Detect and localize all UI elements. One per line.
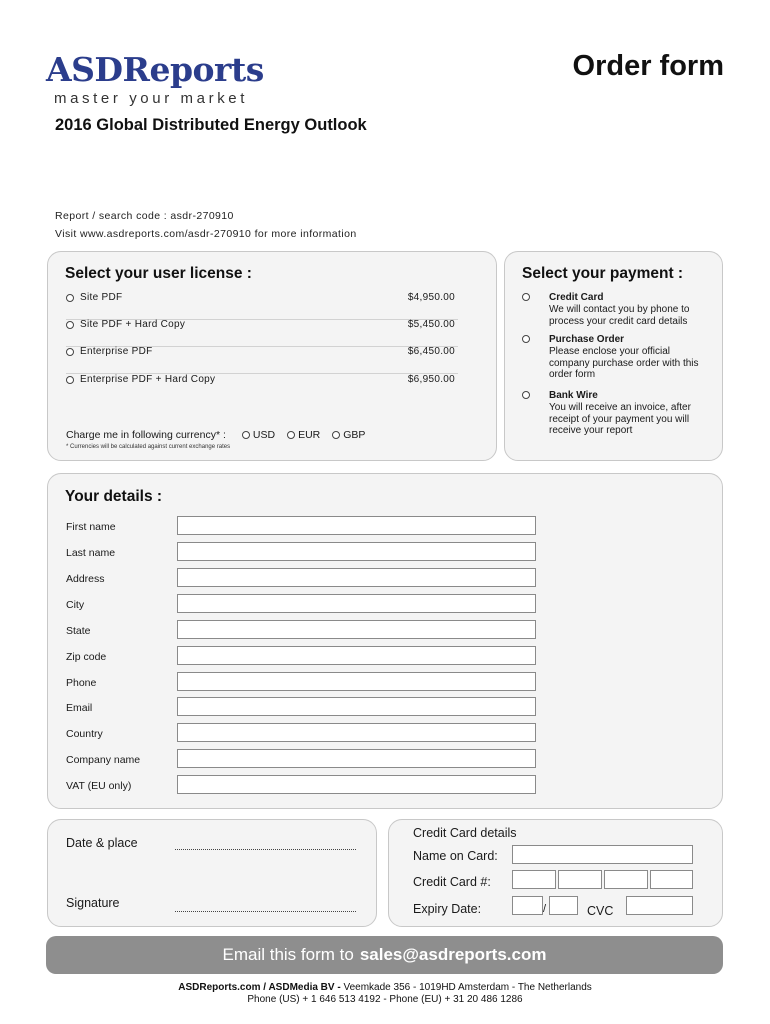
signature-field[interactable] [175, 911, 356, 912]
currency-note: * Currencies will be calculated against current exchange rates [66, 444, 231, 450]
payment-option-name: Bank Wire [549, 390, 598, 401]
page-title: Order form [572, 50, 724, 82]
license-title: Select your user license : [65, 265, 252, 282]
payment-option-desc: We will contact you by phone to process your credit card details [549, 304, 690, 327]
details-title: Your details : [65, 488, 163, 505]
payment-option-name: Credit Card [549, 292, 604, 303]
radio-icon[interactable] [522, 293, 530, 301]
city-label: City [66, 599, 85, 611]
logo-tagline: master your market [54, 90, 248, 107]
payment-option-bank-wire[interactable] [522, 390, 712, 440]
radio-icon[interactable] [66, 321, 74, 329]
expiry-year-field[interactable] [549, 896, 578, 915]
footer-address [0, 982, 770, 993]
radio-icon[interactable] [522, 391, 530, 399]
phone-field[interactable] [177, 672, 536, 691]
currency-usd-label: USD [252, 429, 276, 441]
card-number-group-1[interactable] [512, 870, 556, 889]
radio-icon[interactable] [66, 294, 74, 302]
currency-label: Charge me in following currency* : [66, 429, 226, 441]
date-place-field[interactable] [175, 849, 356, 850]
name-on-card-label: Name on Card: [413, 849, 498, 863]
license-option-label: Enterprise PDF [80, 346, 153, 357]
payment-option-credit-card[interactable] [522, 292, 712, 332]
license-option-row[interactable] [66, 319, 458, 347]
zip-code-label: Zip code [66, 651, 107, 663]
company-name-field[interactable] [177, 749, 536, 768]
email-field[interactable] [177, 697, 536, 716]
country-field[interactable] [177, 723, 536, 742]
radio-icon[interactable] [332, 431, 340, 439]
report-code: Report / search code : asdr-270910 [55, 210, 234, 222]
currency-gbp-label: GBP [343, 429, 366, 441]
license-option-row[interactable] [66, 292, 458, 320]
date-place-label: Date & place [66, 836, 138, 850]
first-name-label: First name [66, 521, 116, 533]
cvc-label: CVC [587, 904, 614, 918]
license-option-label: Enterprise PDF + Hard Copy [80, 374, 216, 385]
city-field[interactable] [177, 594, 536, 613]
last-name-label: Last name [66, 547, 116, 559]
cvc-field[interactable] [626, 896, 693, 915]
logo-text: ASDReports [46, 50, 264, 89]
card-number-label: Credit Card #: [413, 875, 491, 889]
card-number-group-2[interactable] [558, 870, 602, 889]
payment-option-desc: Please enclose your official company purchase order with this order form [549, 346, 699, 380]
radio-icon[interactable] [522, 335, 530, 343]
credit-card-title: Credit Card details [413, 826, 517, 840]
license-option-label: Site PDF [80, 292, 123, 303]
expiry-separator: / [543, 903, 547, 915]
vat-label: VAT (EU only) [66, 780, 132, 792]
payment-option-desc: You will receive an invoice, after receipt of your payment you will receive your report [549, 402, 691, 436]
card-number-group-4[interactable] [650, 870, 693, 889]
report-title: 2016 Global Distributed Energy Outlook [55, 116, 367, 134]
currency-option-gbp[interactable] [332, 429, 365, 441]
state-field[interactable] [177, 620, 536, 639]
card-number-group-3[interactable] [604, 870, 648, 889]
report-link-text: Visit www.asdreports.com/asdr-270910 for more information [55, 228, 357, 240]
first-name-field[interactable] [177, 516, 536, 535]
payment-option-purchase-order[interactable] [522, 334, 712, 384]
radio-icon[interactable] [287, 431, 295, 439]
banner-text: Email this form to [222, 945, 354, 964]
address-field[interactable] [177, 568, 536, 587]
footer-company: ASDReports.com / ASDMedia BV - [178, 982, 341, 993]
zip-code-field[interactable] [177, 646, 536, 665]
license-option-row[interactable] [66, 346, 458, 374]
footer-street: Veemkade 356 - 1019HD Amsterdam - The Netherlands [343, 982, 592, 993]
signature-label: Signature [66, 896, 120, 910]
vat-field[interactable] [177, 775, 536, 794]
radio-icon[interactable] [242, 431, 250, 439]
company-name-label: Company name [66, 754, 141, 766]
email-label: Email [66, 702, 93, 714]
license-option-row[interactable] [66, 374, 458, 402]
company-logo [46, 52, 264, 88]
license-option-price: $5,450.00 [407, 319, 455, 330]
email-banner [46, 936, 723, 974]
expiry-month-field[interactable] [512, 896, 543, 915]
state-label: State [66, 625, 91, 637]
license-option-price: $6,450.00 [407, 346, 455, 357]
banner-email-link[interactable]: sales@asdreports.com [359, 945, 547, 964]
payment-title: Select your payment : [522, 265, 684, 282]
currency-option-usd[interactable] [242, 429, 275, 441]
address-label: Address [66, 573, 105, 585]
license-option-price: $6,950.00 [407, 374, 455, 385]
name-on-card-field[interactable] [512, 845, 693, 864]
currency-eur-label: EUR [298, 429, 321, 441]
phone-label: Phone [66, 677, 97, 689]
country-label: Country [66, 728, 103, 740]
license-option-price: $4,950.00 [407, 292, 455, 303]
expiry-date-label: Expiry Date: [413, 902, 482, 916]
last-name-field[interactable] [177, 542, 536, 561]
radio-icon[interactable] [66, 348, 74, 356]
currency-option-eur[interactable] [287, 429, 320, 441]
footer-phones: Phone (US) + 1 646 513 4192 - Phone (EU) + 31 20 486 1286 [247, 994, 523, 1005]
currency-selector [66, 429, 365, 441]
radio-icon[interactable] [66, 376, 74, 384]
payment-option-name: Purchase Order [549, 334, 625, 345]
license-option-label: Site PDF + Hard Copy [80, 319, 186, 330]
